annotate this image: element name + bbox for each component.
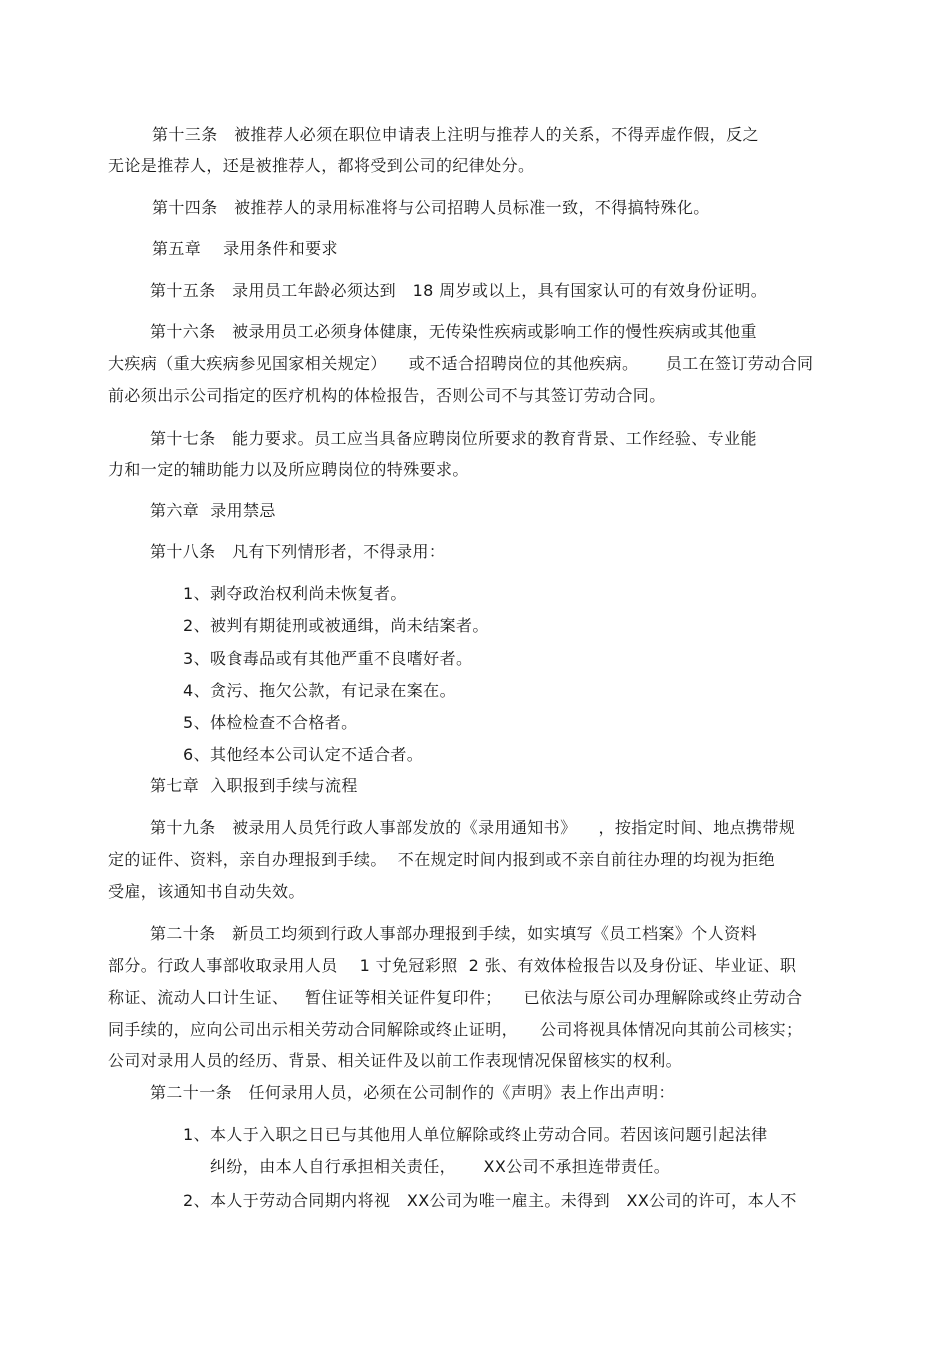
list-item-continuation: [210, 1159, 670, 1175]
article-20-text-3a: 称证、流动人口计生证、: [108, 988, 289, 1007]
article-15-heading: 第十五条: [150, 281, 216, 300]
article-16-text-2b: 或不适合招聘岗位的其他疾病。: [408, 354, 639, 373]
article-19-heading: 第十九条: [150, 818, 216, 837]
article-17-line-1: [150, 431, 757, 447]
article-19-line-3: 受雇，该通知书自动失效。: [108, 882, 305, 901]
list-item: 5、体检检查不合格者。: [183, 713, 358, 732]
list-item: 1、剥夺政治权利尚未恢复者。: [183, 584, 407, 603]
article-16-line-1: [150, 324, 757, 340]
article-21-item-2-text-a: 2、本人于劳动合同期内将视: [183, 1191, 391, 1210]
article-19-text-2b: 不在规定时间内报到或不亲自前往办理的均视为拒绝: [397, 850, 775, 869]
article-19-text-2a: 定的证件、资料，亲自办理报到手续。: [108, 850, 387, 869]
article-13-line-1: [152, 127, 759, 143]
chapter-7-heading: [150, 778, 358, 794]
article-20-text-3b: 暂住证等相关证件复印件；: [304, 988, 502, 1007]
list-item: 6、其他经本公司认定不适合者。: [183, 745, 424, 764]
article-16-heading: 第十六条: [150, 322, 216, 341]
article-15-text-b: 18 周岁或以上，具有国家认可的有效身份证明。: [412, 281, 768, 300]
article-16-line-3: 前必须出示公司指定的医疗机构的体检报告，否则公司不与其签订劳动合同。: [108, 386, 666, 405]
article-18-line-1: [150, 544, 445, 560]
article-21-line-1: [150, 1085, 675, 1101]
article-20-line-3: [108, 990, 802, 1006]
chapter-7-title: 入职报到手续与流程: [210, 776, 358, 795]
chapter-5-title: 录用条件和要求: [223, 239, 338, 258]
article-14-text: 被推荐人的录用标准将与公司招聘人员标准一致，不得搞特殊化。: [234, 198, 710, 217]
article-20-line-5: 公司对录用人员的经历、背景、相关证件及以前工作表现情况保留核实的权利。: [108, 1051, 683, 1070]
list-item: 1、本人于入职之日已与其他用人单位解除或终止劳动合同。若因该问题引起法律: [183, 1125, 768, 1144]
article-20-text-2b: 1 寸免冠彩照: [359, 956, 458, 975]
article-16-text-2c: 员工在签订劳动合同: [665, 354, 814, 373]
chapter-6-title: 录用禁忌: [210, 501, 276, 520]
article-17-heading: 第十七条: [150, 429, 216, 448]
article-20-heading: 第二十条: [150, 924, 216, 943]
article-19-text-1b: ，按指定时间、地点携带规: [598, 818, 796, 837]
chapter-6-heading: [150, 503, 276, 519]
article-20-line-4: [108, 1022, 802, 1038]
article-14-heading: 第十四条: [152, 198, 218, 217]
article-20-text-1: 新员工均须到行政人事部办理报到手续，如实填写《员工档案》个人资料: [232, 924, 757, 943]
article-21-text-1: 任何录用人员，必须在公司制作的《声明》表上作出声明：: [248, 1083, 675, 1102]
article-17-line-2: 力和一定的辅助能力以及所应聘岗位的特殊要求。: [108, 460, 469, 479]
article-16-text: 被录用员工必须身体健康，无传染性疾病或影响工作的慢性疾病或其他重: [232, 322, 757, 341]
article-20-text-4a: 同手续的，应向公司出示相关劳动合同解除或终止证明，: [108, 1020, 519, 1039]
list-item: 3、吸食毒品或有其他严重不良嗜好者。: [183, 649, 473, 668]
article-21-heading: 第二十一条: [150, 1083, 233, 1102]
article-17-text: 能力要求。员工应当具备应聘岗位所要求的教育背景、工作经验、专业能: [232, 429, 757, 448]
article-13-line-2: 无论是推荐人，还是被推荐人，都将受到公司的纪律处分。: [108, 156, 535, 175]
article-18-text: 凡有下列情形者，不得录用：: [232, 542, 446, 561]
chapter-5-number: 第五章: [152, 239, 202, 258]
article-20-text-2a: 部分。行政人事部收取录用人员: [108, 956, 338, 975]
article-16-line-2: [108, 356, 813, 372]
list-item: [183, 1193, 797, 1209]
chapter-6-number: 第六章: [150, 501, 200, 520]
article-21-item-2-text-b: XX公司为唯一雇主。未得到: [406, 1191, 610, 1210]
article-21-item-2-text-c: XX公司的许可，本人不: [626, 1191, 797, 1210]
article-13-heading: 第十三条: [152, 125, 218, 144]
article-19-line-2: [108, 852, 775, 868]
article-15-line-1: [150, 283, 767, 299]
article-14-line-1: [152, 200, 710, 216]
article-13-text: 被推荐人必须在职位申请表上注明与推荐人的关系，不得弄虚作假，反之: [234, 125, 759, 144]
article-15-text-a: 录用员工年龄必须达到: [232, 281, 397, 300]
article-20-text-3c: 已依法与原公司办理解除或终止劳动合: [523, 988, 803, 1007]
article-18-heading: 第十八条: [150, 542, 216, 561]
article-21-item-1-text-b2: XX公司不承担连带责任。: [483, 1157, 671, 1176]
list-item: 4、贪污、拖欠公款，有记录在案在。: [183, 681, 456, 700]
article-19-text-1a: 被录用人员凭行政人事部发放的《录用通知书》: [232, 818, 577, 837]
article-16-text-2a: 大疾病（重大疾病参见国家相关规定）: [108, 354, 387, 373]
list-item: 2、被判有期徒刑或被通缉，尚未结案者。: [183, 616, 489, 635]
article-20-line-1: [150, 926, 757, 942]
chapter-7-number: 第七章: [150, 776, 200, 795]
article-20-line-2: [108, 958, 796, 974]
chapter-5-heading: [152, 241, 338, 257]
article-21-item-1-text-b1: 纠纷，由本人自行承担相关责任，: [210, 1157, 457, 1176]
article-20-text-4b: 公司将视具体情况向其前公司核实；: [539, 1020, 803, 1039]
article-19-line-1: [150, 820, 795, 836]
article-20-text-2c: 2 张、有效体检报告以及身份证、毕业证、职: [468, 956, 797, 975]
